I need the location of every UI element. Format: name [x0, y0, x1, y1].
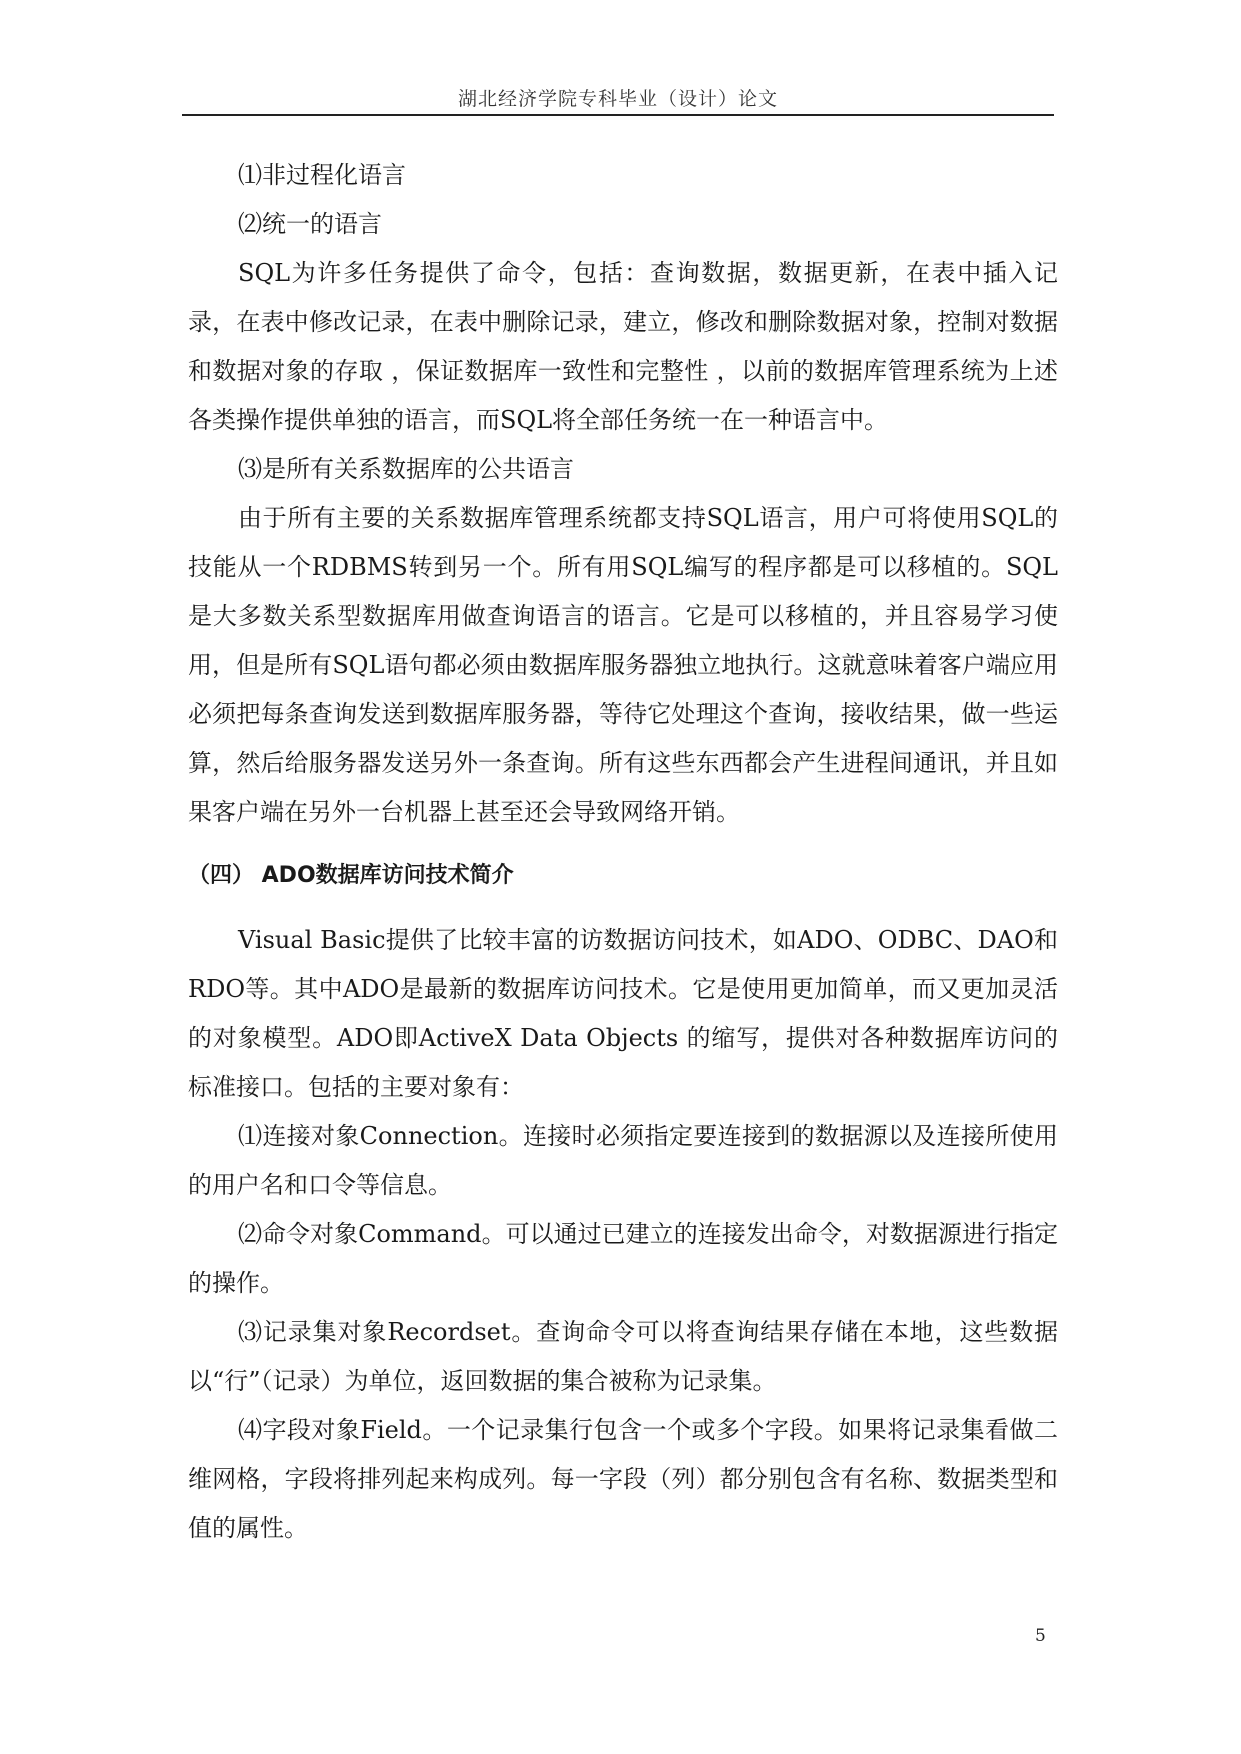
page-number: 5 [1035, 1626, 1046, 1646]
page-header-title: 湖北经济学院专科毕业（设计）论文 [457, 88, 778, 110]
spacer [188, 900, 1058, 916]
list-item-recordset: ⑶记录集对象Recordset。查询命令可以将查询结果存储在本地，这些数据以“行”（记录）为单位，返回数据的集合被称为记录集。 [188, 1318, 1058, 1395]
list-item-common-language: ⑶是所有关系数据库的公共语言 [238, 455, 574, 483]
list-item-unified-language: ⑵统一的语言 [238, 210, 382, 238]
spacer [188, 837, 1058, 851]
list-item-field: ⑷字段对象Field。一个记录集行包含一个或多个字段。如果将记录集看做二维网格，字段将排列起来构成列。每一字段（列）都分别包含有名称、数据类型和值的属性。 [188, 1416, 1058, 1542]
paragraph-ado-intro: Visual Basic提供了比较丰富的访数据访问技术，如ADO、ODBC、DAO和RDO等。其中ADO是最新的数据库访问技术。它是使用更加简单，而又更加灵活的对象模型。ADO即ActiveX Data Objects 的缩写，提供对各种数据库访问的标准接口。包括的主要对象有： [188, 926, 1058, 1101]
list-item-connection: ⑴连接对象Connection。连接时必须指定要连接到的数据源以及连接所使用的用户名和口令等信息。 [188, 1122, 1058, 1199]
section-heading-ado: （四） ADO数据库访问技术简介 [188, 863, 514, 888]
header-divider [182, 114, 1054, 116]
paragraph-sql-commands: SQL为许多任务提供了命令，包括：查询数据，数据更新，在表中插入记录，在表中修改记录，在表中删除记录，建立，修改和删除数据对象，控制对数据和数据对象的存取 ，保证数据库一致性和完整性 ，以前的数据库管理系统为上述各类操作提供单独的语言，而SQL将全部任务统一在一种语言中。 [188, 259, 1058, 434]
list-item-procedural-language: ⑴非过程化语言 [238, 161, 406, 189]
list-item-command: ⑵命令对象Command。可以通过已建立的连接发出命令，对数据源进行指定的操作。 [188, 1220, 1058, 1297]
paragraph-sql-portability: 由于所有主要的关系数据库管理系统都支持SQL语言，用户可将使用SQL的技能从一个RDBMS转到另一个。所有用SQL编写的程序都是可以移植的。SQL是大多数关系型数据库用做查询语言的语言。它是可以移植的，并且容易学习使用，但是所有SQL语句都必须由数据库服务器独立地执行。这就意味着客户端应用必须把每条查询发送到数据库服务器，等待它处理这个查询，接收结果，做一些运算，然后给服务器发送另外一条查询。所有这些东西都会产生进程间通讯，并且如果客户端在另外一台机器上甚至还会导致网络开销。 [188, 504, 1058, 826]
page-body [188, 151, 1058, 1553]
